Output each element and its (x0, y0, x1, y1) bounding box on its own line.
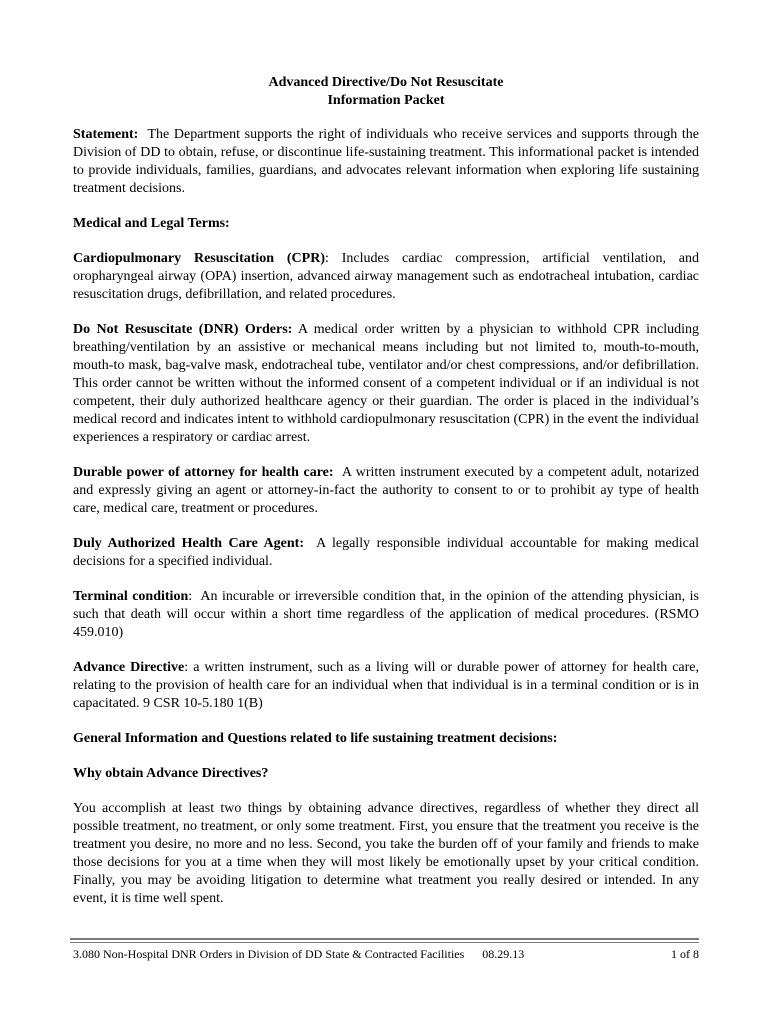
footer-date: 08.29.13 (482, 947, 525, 961)
term-separator: : (188, 589, 193, 604)
term-durable-poa (73, 464, 699, 518)
general-info-heading: General Information and Questions related to life sustaining treatment decisions: (73, 731, 558, 746)
term-name: Duly Authorized Health Care Agent: (73, 536, 304, 551)
term-name: Terminal condition (73, 589, 189, 604)
term-advance-directive (73, 659, 699, 713)
term-dnr (73, 321, 699, 447)
term-health-care-agent (73, 535, 699, 571)
title-line-1: Advanced Directive/Do Not Resuscitate (268, 75, 504, 90)
term-definition: A legally responsible individual accountable for making medical decisions for a specified individual. (73, 536, 699, 569)
term-definition: Includes cardiac compression, artificial ventilation, and oropharyngeal airway (OPA) insertion, advanced airway management such as endotracheal intubation, cardiac resuscitation drugs, defibrillation, and related procedures. (73, 251, 699, 302)
medical-legal-heading: Medical and Legal Terms: (73, 216, 230, 231)
statement-paragraph (73, 126, 699, 198)
term-definition: An incurable or irreversible condition that, in the opinion of the attending physician, is such that death will occur within a short time regardless of the application of medical procedures. (RSMO 459.010) (73, 589, 699, 640)
footer-page-number: 1 of 8 (671, 947, 699, 961)
term-definition: A written instrument executed by a competent adult, notarized and expressly giving an agent or attorney-in-fact the authority to consent to or to prohibit ay type of health care, medical care, treatment or procedures. (73, 465, 699, 516)
term-definition: A medical order written by a physician to withhold CPR including breathing/ventilation by an assistive or mechanical means including but not limited to, mouth-to-mouth, mouth-to mask, bag-valve mask, endotracheal tube, ventilator and/or chest compressions, and/or defibrillation. This order cannot be written without the informed consent of a competent individual or if an individual is not competent, their duly authorized healthcare agency or their guardian. The order is placed in the individual’s medical record and indicates intent to withhold cardiopulmonary resuscitation (CPR) in the event the individual experiences a respiratory or cardiac arrest. (73, 322, 699, 445)
term-name: Durable power of attorney for health care: (73, 465, 334, 480)
title-line-2: Information Packet (327, 93, 445, 108)
footer-left (73, 946, 524, 962)
term-separator: : (325, 251, 329, 266)
why-heading: Why obtain Advance Directives? (73, 766, 269, 781)
footer-rule-thick (70, 938, 699, 940)
document-body (73, 74, 699, 925)
term-terminal-condition (73, 588, 699, 642)
document-title (73, 74, 699, 110)
term-name: Cardiopulmonary Resuscitation (CPR) (73, 251, 325, 266)
term-name: Advance Directive (73, 660, 185, 675)
term-separator: : (184, 660, 189, 675)
term-definition: a written instrument, such as a living will or durable power of attorney for health care, relating to the provision of health care for an individual when that individual is in a terminal condition or is in capacitated. 9 CSR 10-5.180 1(B) (73, 660, 700, 711)
why-paragraph: You accomplish at least two things by obtaining advance directives, regardless of whether they direct all possible treatment, no treatment, or only some treatment. First, you ensure that the treatment you receive is the treatment you desire, no more and no less. Second, you take the burden off of your family and friends to make those decisions for you at a time when they will most likely be emotionally upset by your critical condition. Finally, you may be avoiding litigation to determine what treatment you really desired or intended. In any event, it is time well spent. (73, 801, 699, 906)
statement-text: The Department supports the right of individuals who receive services and supports through the Division of DD to obtain, refuse, or discontinue life-sustaining treatment. This informational packet is intended to provide individuals, families, guardians, and advocates relevant information when exploring life sustaining treatment decisions. (73, 127, 699, 196)
term-cpr (73, 250, 699, 304)
term-name: Do Not Resuscitate (DNR) Orders: (73, 322, 293, 337)
statement-label: Statement: (73, 127, 139, 142)
footer-document-title: 3.080 Non-Hospital DNR Orders in Division of DD State & Contracted Facilities (73, 947, 465, 961)
footer-rule-thin (70, 942, 699, 943)
